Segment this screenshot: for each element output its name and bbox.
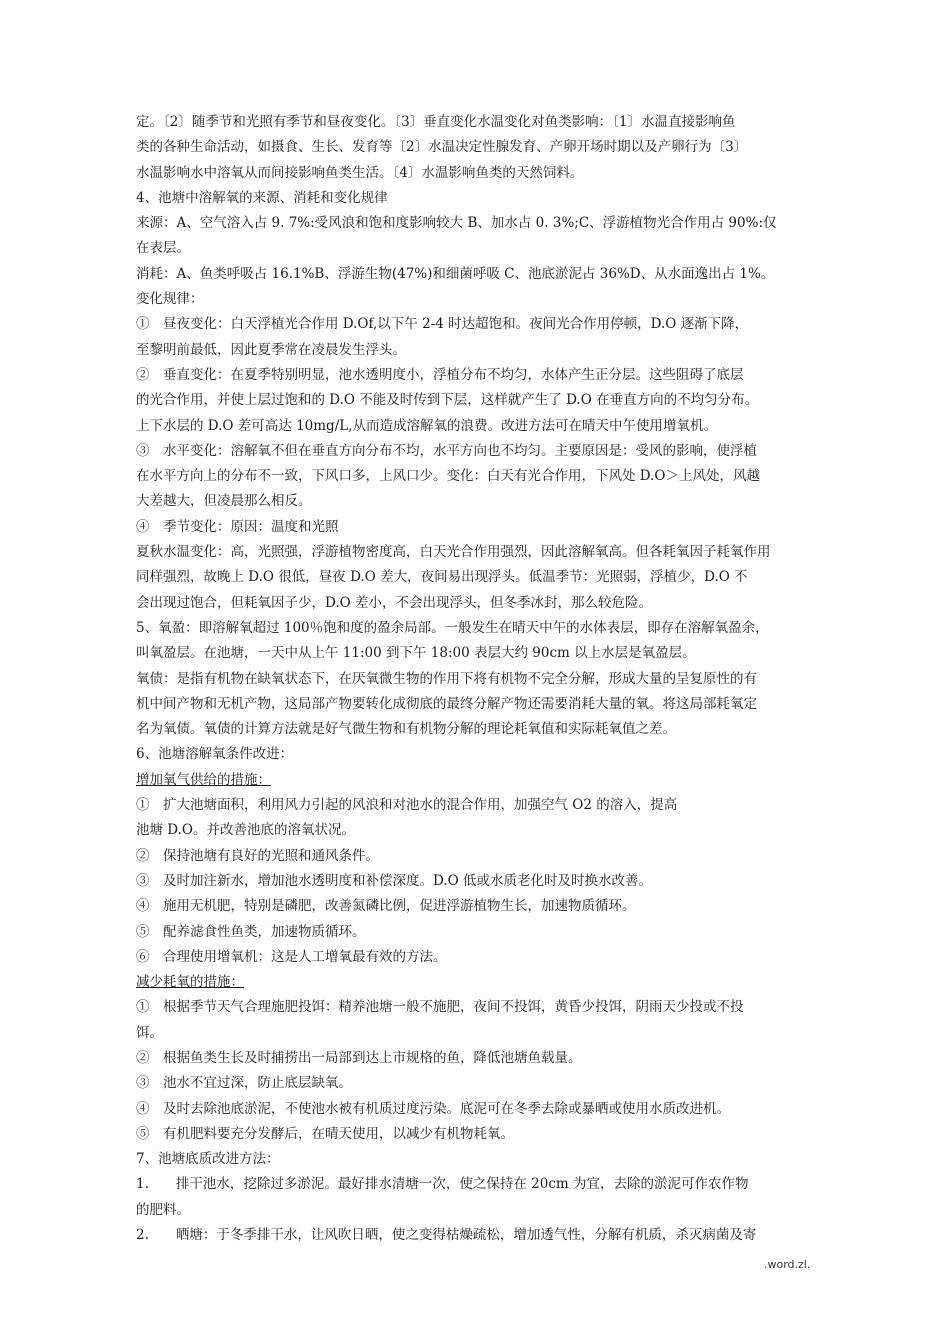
text-line: ② 根据鱼类生长及时捕捞出一局部到达上市规格的鱼，降低池塘鱼载量。 [136,1049,582,1066]
text-line: 大差越大，但凌晨那么相反。 [136,493,312,510]
text-line: 同样强烈，故晚上 D.O 很低，昼夜 D.O 差大，夜间易出现浮头。低温季节：光照弱，浮植少，D.O 不 [136,569,748,586]
page-footer: .word.zl. [764,1258,811,1271]
text-line: 6、池塘溶解氧条件改进： [136,746,294,763]
text-line: 的光合作用，并使上层过饱和的 D.O 不能及时传到下层，这样就产生了 D.O 在垂直方向的不均匀分布。 [136,392,759,409]
text-line: 在表层。 [136,240,190,257]
text-line: 定。〔2〕随季节和光照有季节和昼夜变化。〔3〕垂直变化水温变化对鱼类影响：〔1〕水温直接影响鱼 [136,114,736,130]
text-line: 来源：A、空气溶入占 9. 7%:受风浪和饱和度影响较大 B、加水占 0. 3%;C、浮游植物光合作用占 90%:仅 [136,215,777,232]
text-line: 上下水层的 D.O 差可高达 10mg/L,从而造成溶解氧的浪费。改进方法可在晴天中午使用增氧机。 [136,417,717,434]
text-line: ④ 及时去除池底淤泥，不使池水被有机质过度污染。底泥可在冬季去除或暴晒或使用水质改进机。 [136,1100,730,1117]
text-line: ② 保持池塘有良好的光照和通风条件。 [136,847,379,864]
text-line: 7、池塘底质改进方法： [136,1151,280,1168]
text-line: ⑤ 配养滤食性鱼类，加速物质循环。 [136,923,366,940]
text-line: ③ 池水不宜过深，防止底层缺氧。 [136,1075,352,1092]
text-line: 在水平方向上的分布不一致，下风口多，上风口少。变化：白天有光合作用，下风处 D.O＞上风处，风越 [136,468,760,485]
text-line: 4、池塘中溶解氧的来源、消耗和变化规律 [136,189,388,206]
text-line: 增加氧气供给的措施： [136,771,271,788]
text-line: ① 昼夜变化：白天浮植光合作用 D.Of,以下午 2-4 时达超饱和。夜间光合作用停顿，D.O 逐渐下降， [136,316,749,333]
text-line: ④ 施用无机肥，特别是磷肥，改善氮磷比例，促进浮游植物生长，加速物质循环。 [136,898,636,915]
text-line: 的肥料。 [136,1201,190,1218]
text-line: ① 扩大池塘面积，利用风力引起的风浪和对池水的混合作用，加强空气 O2 的溶入，提高 [136,797,678,814]
text-line: ③ 水平变化：溶解氧不但在垂直方向分布不均，水平方向也不均匀。主要原因是：受风的影响，使浮植 [136,442,757,459]
document-body [136,110,826,1248]
text-line: 1. 排干池水，挖除过多淤泥。最好排水清塘一次，使之保持在 20cm 为宜，去除的淤泥可作农作物 [136,1176,749,1193]
text-line: 2. 晒塘：于冬季排干水，让风吹日晒，使之变得枯燥疏松，增加透气性，分解有机质，杀灭病菌及寄 [136,1227,757,1244]
text-line: ② 垂直变化：在夏季特别明显，池水透明度小，浮植分布不均匀，水体产生正分层。这些阻碍了底层 [136,366,744,383]
text-line: ⑥ 合理使用增氧机：这是人工增氧最有效的方法。 [136,948,447,965]
text-line: 至黎明前最低，因此夏季常在凌晨发生浮头。 [136,341,406,358]
text-line: 名为氧债。氧债的计算方法就是好气微生物和有机物分解的理论耗氧值和实际耗氧值之差。 [136,721,676,738]
text-line: 变化规律： [136,291,204,308]
text-line: 会出现过饱合，但耗氧因子少，D.O 差小，不会出现浮头，但冬季冰封，那么较危险。 [136,594,652,611]
text-line: ① 根据季节天气合理施肥投饵：精养池塘一般不施肥，夜间不投饵，黄昏少投饵，阴雨天少投或不投 [136,999,744,1016]
text-line: 池塘 D.O。并改善池底的溶氧状况。 [136,822,355,839]
text-line: ③ 及时加注新水，增加池水透明度和补偿深度。D.O 低或水质老化时及时换水改善。 [136,872,652,889]
text-line: 5、氧盈：即溶解氧超过 100％饱和度的盈余局部。一般发生在晴天中午的水体表层，即存在溶解氧盈余， [136,619,769,636]
text-line: 水温影响水中溶氧从而间接影响鱼类生活。〔4〕水温影响鱼类的天然饲料。 [136,164,584,181]
text-line: 消耗：A、鱼类呼吸占 16.1%B、浮游生物(47%)和细菌呼吸 C、池底淤泥占 36%D、从水面逸出占 1%。 [136,265,775,282]
text-line: ④ 季节变化：原因：温度和光照 [136,518,339,535]
text-line: 氧债：是指有机物在缺氧状态下，在厌氧微生物的作用下将有机物不完全分解，形成大量的呈复原性的有 [136,670,757,687]
text-line: 减少耗氧的措施： [136,974,244,991]
text-line: ⑤ 有机肥料要充分发酵后，在晴天使用，以减少有机物耗氧。 [136,1125,514,1142]
text-line: 饵。 [136,1024,163,1041]
text-line: 夏秋水温变化：高，光照强，浮游植物密度高，白天光合作用强烈，因此溶解氧高。但各耗氧因子耗氧作用 [136,544,771,561]
text-line: 类的各种生命活动，如摄食、生长、发育等〔2〕水温决定性腺发育、产卵开场时期以及产卵行为〔3〕 [136,139,748,156]
text-line: 机中间产物和无机产物，这局部产物要转化成彻底的最终分解产物还需要消耗大量的氧。将这局部耗氧定 [136,695,757,712]
text-line: 叫氧盈层。在池塘，一天中从上午 11:00 到下午 18:00 表层大约 90cm 以上水层是氧盈层。 [136,645,696,662]
